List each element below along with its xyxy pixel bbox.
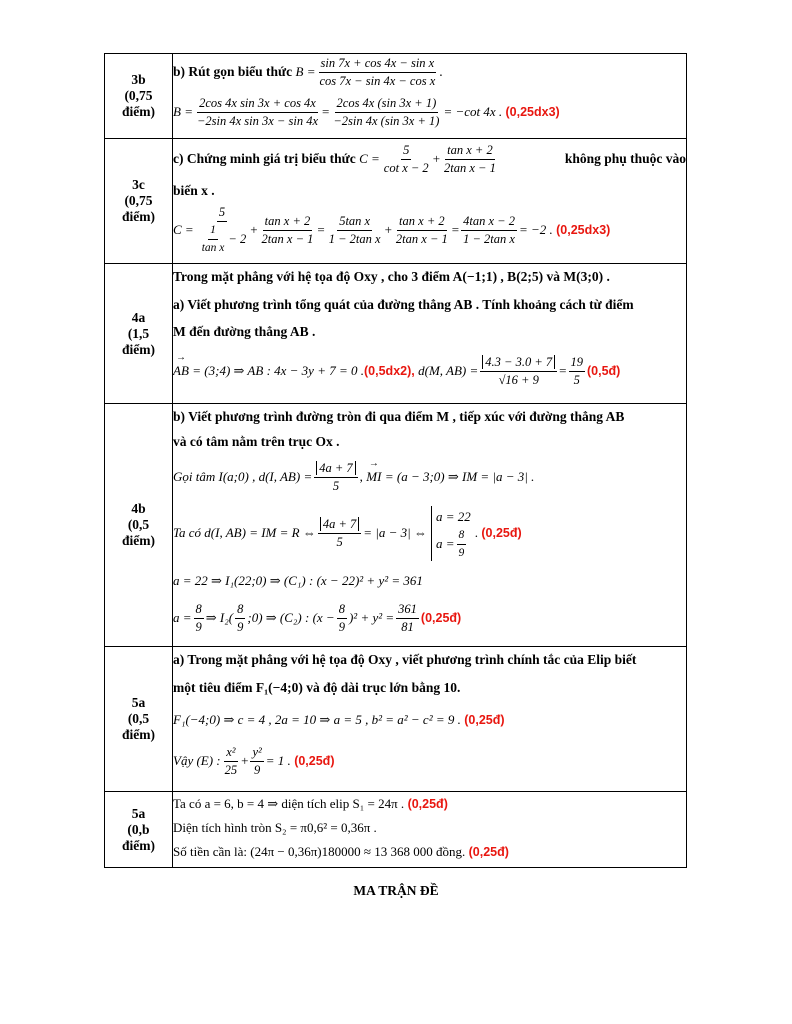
row-label: 4b (0,5 điểm) [105,404,173,647]
score-label: (0,25đ) [481,526,522,540]
score-label: (0,25đ) [468,845,509,859]
fraction: $\frac{\text{sin 7x + cos 4x − sin x}}{\text{cos 7x − sin 4x − cos x}}$ [319,55,436,88]
row-content: c) Chứng minh giá trị biểu thức C = $\frac{5}{\text{cot x − 2}}$ + $\frac{\text{tan x + 2}}{\text{2tan x − 1}}$ không phụ thuộc vào biến x . C = 5 $\frac{1}{\text{tan x}}$ − 2 + $\frac{\text{tan x + 2}}{\text{2tan x − 1}}$ = $\frac{\text{5tan x}}{\text{1 − 2tan x}}$ + $\frac{\text{tan x + 2}}{\text{2tan x − 1}}$ = $\frac{\text{4tan x − 2}}{\text{1 − 2tan x}}$ = −2 . (0,25dx3) [173,139,687,264]
score-label: (0,25đ) [407,797,448,811]
score-label: (0,25đ) [420,611,462,625]
row-label: 3b (0,75 điểm) [105,54,173,139]
score-label: (0,25đ) [464,713,505,727]
table-row [105,792,687,868]
row-content: b) Viết phương trình đường tròn đi qua điểm M , tiếp xúc với đường thẳng AB và có tâm nằm trên trục Ox . Gọi tâm I(a;0) , d(I, AB) = $\frac{4a + 7}{5}$ , → MI = (a − 3;0) ⇒ IM = |a − 3| . Ta có d(I, AB) = IM = R ⇔ $\frac{4a + 7}{5}$ = |a − 3| ⇔ a = 22 a = $\frac{8}{9}$ . (0,25đ) a = 22 ⇒ I₁(22;0) ⇒ (C₁) : (x − 22)² + y² = 361 a = $\frac{8}{9}$ ⇒ I₂( $\frac{8}{9}$ ;0) ⇒ (C₂) : (x − $\frac{8}{9}$ )² + y² = $\frac{361}{81}$ (0,25đ) [173,404,687,647]
row-content: Trong mặt phẳng với hệ tọa độ Oxy , cho 3 điểm A(−1;1) , B(2;5) và M(3;0) . a) Viết phương trình tổng quát của đường thẳng AB . Tính khoảng cách từ điểm M đến đường thẳng AB . → AB = (3;4) ⇒ AB : 4x − 3y + 7 = 0 . (0,5dx2), d(M, AB) = $\frac{4.3 - 3.0 + 7}{√16 + 9}$ = $\frac{19}{5}$ (0,5đ) [173,264,687,404]
question-text: b) Viết phương trình đường tròn đi qua điểm M , tiếp xúc với đường thẳng AB [173,409,625,424]
case-bracket: a = 22 a = $\frac{8}{9}$ [431,506,471,561]
table-row [105,264,687,404]
row-label: 5a (0,b điểm) [105,792,173,868]
score-label: (0,25đ) [294,754,335,768]
row-content: Ta có a = 6, b = 4 ⇒ diện tích elip S₁ = 24π . (0,25đ) Diện tích hình tròn S₂ = π0,6² = 0,36π . Số tiền cần là: (24π − 0,36π)180000 ≈ 13 368 000 đồng. (0,25đ) [173,792,687,868]
question-text: c) Chứng minh giá trị biểu thức [173,151,356,166]
table-row [105,139,687,264]
question-text: Trong mặt phẳng với hệ tọa độ Oxy , cho 3 điểm A(−1;1) , B(2;5) và M(3;0) . [173,269,610,284]
table-row [105,54,687,139]
question-text: b) Rút gọn biểu thức [173,64,293,79]
score-label: (0,5đ) [587,364,621,378]
row-label: 4a (1,5 điểm) [105,264,173,404]
row-label: 5a (0,5 điểm) [105,647,173,792]
row-content: b) Rút gọn biểu thức B = $\frac{\text{sin 7x + cos 4x − sin x}}{\text{cos 7x − sin 4x − cos x}}$ . B = $\frac{\text{2cos 4x sin 3x + cos 4x}}{\text{−2sin 4x sin 3x − sin 4x}}$ = $\frac{2\cos 4x (\sin 3x + 1)}{-2\sin 4x (\sin 3x + 1)}$ = −cot 4x . (0,25dx3) [173,54,687,139]
section-heading: MA TRẬN ĐỀ [353,883,439,898]
score-label: (0,25dx3) [505,105,560,119]
question-text: a) Trong mặt phẳng với hệ tọa độ Oxy , viết phương trình chính tắc của Elip biết [173,652,637,667]
table-row [105,404,687,647]
table-row [105,647,687,792]
score-label: (0,25dx3) [556,223,611,237]
row-label: 3c (0,75 điểm) [105,139,173,264]
score-label: (0,5dx2), [364,364,415,378]
row-content: a) Trong mặt phẳng với hệ tọa độ Oxy , viết phương trình chính tắc của Elip biết một tiêu điểm F₁(−4;0) và độ dài trục lớn bằng 10. F₁(−4;0) ⇒ c = 4 , 2a = 10 ⇒ a = 5 , b² = a² − c² = 9 . (0,25đ) Vậy (E) : $\frac{\text{x²}}{25}$ + $\frac{\text{y²}}{9}$ = 1 . (0,25đ) [173,647,687,792]
grading-table [104,53,687,868]
